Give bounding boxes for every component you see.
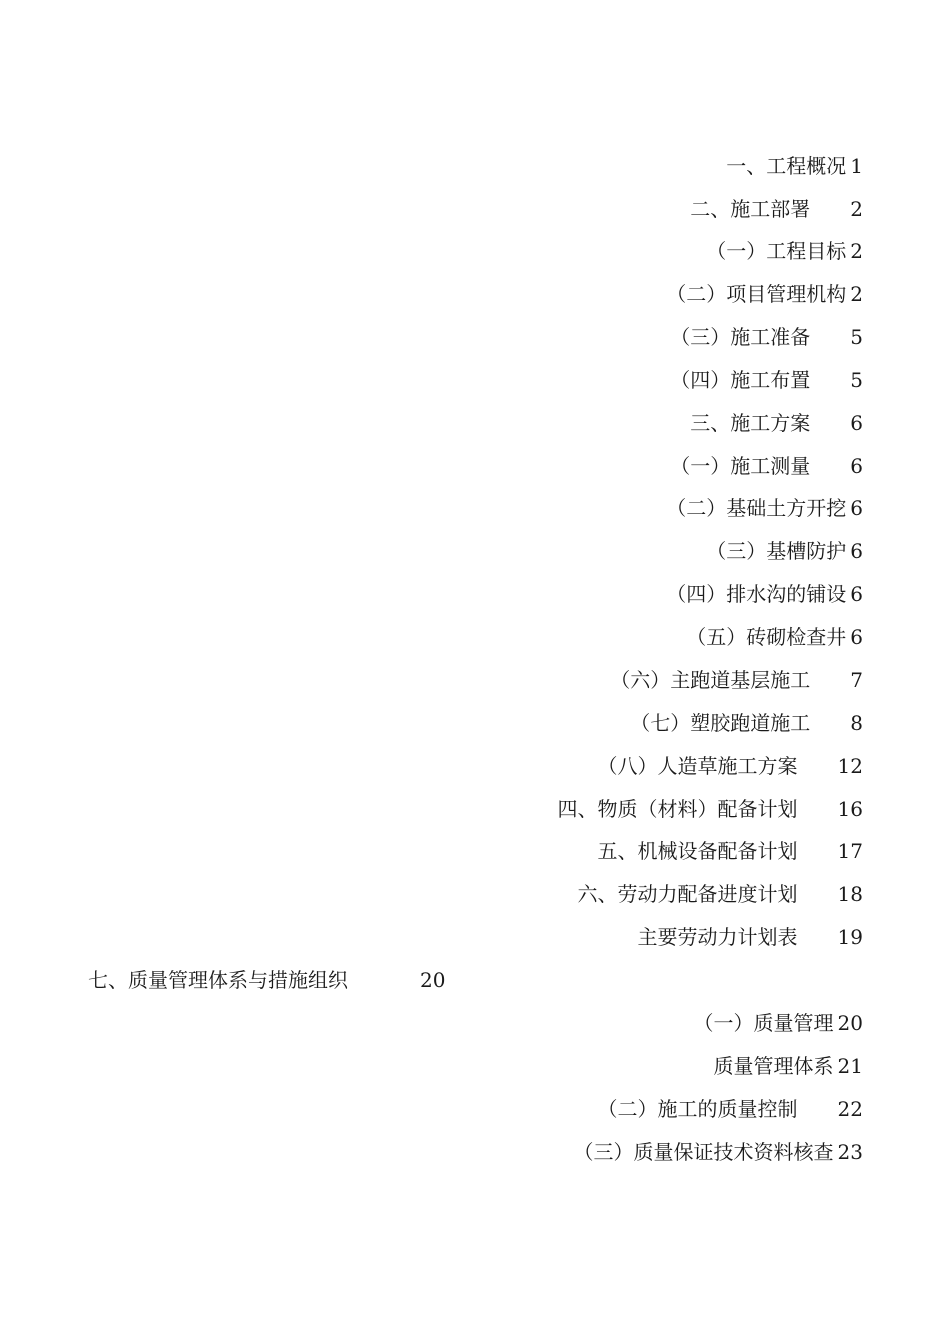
toc-entry-page: 6 [850, 411, 863, 435]
toc-entry-title: （四）排水沟的铺设 [666, 582, 847, 606]
toc-entry [706, 236, 863, 266]
toc-entry-page: 2 [850, 197, 863, 221]
toc-entry [726, 151, 863, 181]
toc-entry [598, 836, 863, 866]
toc-entry [670, 365, 863, 395]
toc-entry-page: 18 [837, 882, 863, 906]
toc-entry-title: 三、施工方案 [690, 411, 811, 435]
toc-entry [610, 665, 863, 695]
toc-entry-page: 19 [837, 925, 863, 949]
toc-entry-title: （一）质量管理 [693, 1011, 834, 1035]
toc-entry-page: 2 [850, 282, 863, 306]
toc-entry-page: 22 [837, 1097, 863, 1121]
toc-entry-title: （五）砖砌检查井 [686, 625, 847, 649]
toc-entry-page: 6 [850, 496, 863, 520]
toc-entry [578, 879, 863, 909]
toc-entry-title: （一）施工测量 [670, 454, 811, 478]
toc-entry-page: 20 [837, 1011, 863, 1035]
toc-entry [598, 751, 863, 781]
toc-entry-title: （八）人造草施工方案 [597, 754, 798, 778]
toc-entry [670, 451, 863, 481]
toc-entry-title: 六、劳动力配备进度计划 [577, 882, 798, 906]
toc-entry-page: 20 [420, 968, 446, 992]
toc-entry-page: 6 [850, 582, 863, 606]
toc-entry [714, 1051, 863, 1081]
toc-entry-title: 二、施工部署 [690, 197, 811, 221]
toc-entry-title: 一、工程概况 [726, 154, 847, 178]
toc-entry-page: 12 [837, 754, 863, 778]
toc-entry [670, 322, 863, 352]
toc-entry-title: （三）施工准备 [670, 325, 811, 349]
toc-entry [686, 622, 863, 652]
toc-entry-title: （二）施工的质量控制 [597, 1097, 798, 1121]
toc-entry-title: 主要劳动力计划表 [637, 925, 798, 949]
toc-entry-page: 8 [850, 711, 863, 735]
toc-entry-page: 6 [850, 625, 863, 649]
toc-entry-page: 21 [837, 1054, 863, 1078]
toc-entry-title: （三）质量保证技术资料核查 [573, 1140, 834, 1164]
toc-entry-title: （七）塑胶跑道施工 [630, 711, 811, 735]
toc-entry-page: 23 [837, 1140, 863, 1164]
toc-entry [706, 536, 863, 566]
toc-entry-page: 5 [850, 325, 863, 349]
toc-entry-page: 2 [850, 239, 863, 263]
toc-entry-page: 17 [837, 839, 863, 863]
toc-entry [638, 922, 863, 952]
toc-entry-title: （三）基槽防护 [706, 539, 847, 563]
toc-entry-title: 七、质量管理体系与措施组织 [88, 968, 348, 992]
toc-entry [666, 493, 863, 523]
toc-entry [88, 965, 445, 995]
toc-entry [574, 1137, 863, 1167]
toc-entry [558, 794, 863, 824]
toc-entry-page: 1 [850, 154, 863, 178]
toc-entry-title: （一）工程目标 [706, 239, 847, 263]
toc-entry-title: （二）基础土方开挖 [666, 496, 847, 520]
toc-entry-page: 16 [837, 797, 863, 821]
toc-entry-title: （四）施工布置 [670, 368, 811, 392]
toc-entry [694, 1008, 863, 1038]
toc-entry-title: 四、物质（材料）配备计划 [557, 797, 798, 821]
toc-entry-title: （二）项目管理机构 [666, 282, 847, 306]
toc-entry [666, 579, 863, 609]
toc-entry-title: 质量管理体系 [713, 1054, 834, 1078]
toc-entry [690, 408, 863, 438]
toc-entry-title: 五、机械设备配备计划 [597, 839, 798, 863]
toc-entry [630, 708, 863, 738]
toc-entry [666, 279, 863, 309]
toc-entry [690, 194, 863, 224]
toc-entry-page: 6 [850, 539, 863, 563]
toc-entry-title: （六）主跑道基层施工 [610, 668, 811, 692]
toc-entry [598, 1094, 863, 1124]
toc-entry-page: 7 [850, 668, 863, 692]
toc-entry-page: 5 [850, 368, 863, 392]
toc-entry-page: 6 [850, 454, 863, 478]
